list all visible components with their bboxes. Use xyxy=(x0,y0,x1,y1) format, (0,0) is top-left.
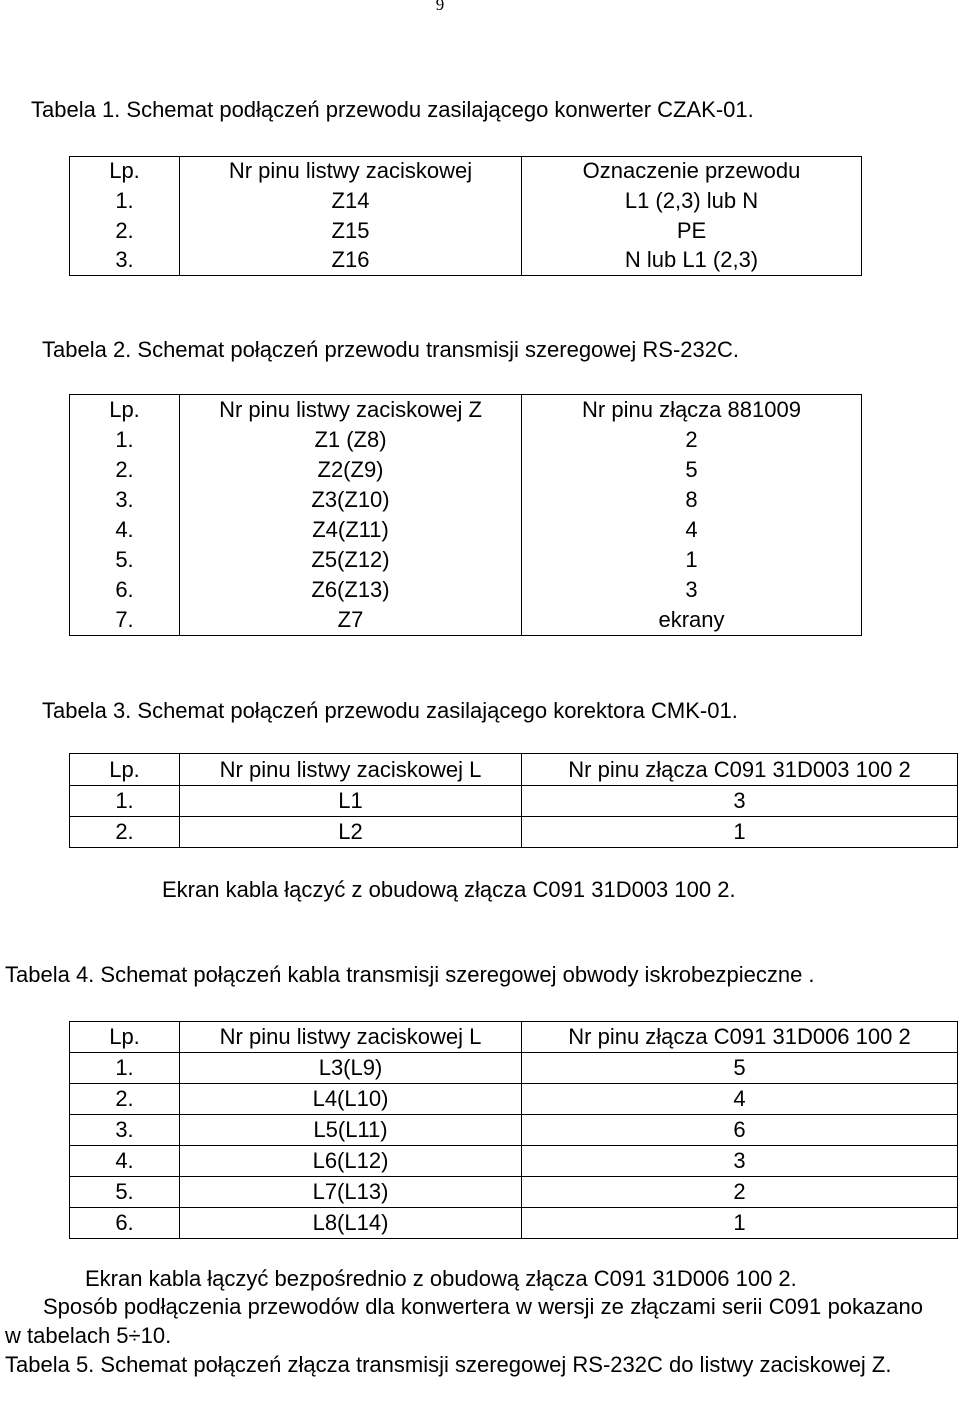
table4-note: Ekran kabla łączyć bezpośrednio z obudową złącza C091 31D006 100 2. xyxy=(85,1266,797,1291)
table-row xyxy=(70,786,958,817)
table2-header-lp: Lp. xyxy=(70,395,180,425)
table4-cell: 5. xyxy=(70,1177,180,1208)
table4-header-lp: Lp. xyxy=(70,1022,180,1053)
table1-cell: N lub L1 (2,3) xyxy=(522,246,862,276)
table4-cell: 1 xyxy=(522,1208,958,1239)
table1-header-pin: Nr pinu listwy zaciskowej xyxy=(180,157,522,186)
table4-cell: 3. xyxy=(70,1115,180,1146)
table2-cell: 4. xyxy=(70,515,180,545)
table2-cell: 2. xyxy=(70,455,180,485)
table4-header-pin: Nr pinu listwy zaciskowej L xyxy=(180,1022,522,1053)
table2-caption: Tabela 2. Schemat połączeń przewodu transmisji szeregowej RS-232C. xyxy=(42,337,740,362)
table-row xyxy=(70,817,958,848)
table3-note: Ekran kabla łączyć z obudową złącza C091 31D003 100 2. xyxy=(162,877,736,902)
table-row xyxy=(70,186,862,216)
table4-cell: L7(L13) xyxy=(180,1177,522,1208)
table1-cell: L1 (2,3) lub N xyxy=(522,186,862,216)
table2-cell: 8 xyxy=(522,485,862,515)
table-row xyxy=(70,1177,958,1208)
table1-cell: Z15 xyxy=(180,216,522,246)
table1-cell: 2. xyxy=(70,216,180,246)
table-row xyxy=(70,1146,958,1177)
table2-cell: 7. xyxy=(70,605,180,636)
table2-header-row xyxy=(70,395,862,425)
table4-cell: 1. xyxy=(70,1053,180,1084)
table4-cell: 4. xyxy=(70,1146,180,1177)
table-row xyxy=(70,1115,958,1146)
table2 xyxy=(69,394,862,636)
table2-cell: 5. xyxy=(70,545,180,575)
table2-cell: 1. xyxy=(70,425,180,455)
table4-cell: 4 xyxy=(522,1084,958,1115)
table-row xyxy=(70,216,862,246)
table-row xyxy=(70,605,862,636)
table-row xyxy=(70,485,862,515)
page-number: 9 xyxy=(435,0,445,14)
table4-cell: 2 xyxy=(522,1177,958,1208)
table4-cell: L3(L9) xyxy=(180,1053,522,1084)
table-row xyxy=(70,1053,958,1084)
table1-header-wire: Oznaczenie przewodu xyxy=(522,157,862,186)
table2-cell: ekrany xyxy=(522,605,862,636)
table3-cell: 1 xyxy=(522,817,958,848)
table3-header-pin: Nr pinu listwy zaciskowej L xyxy=(180,754,522,786)
table-row xyxy=(70,1084,958,1115)
table3-cell: L2 xyxy=(180,817,522,848)
table2-cell: 5 xyxy=(522,455,862,485)
table1-caption: Tabela 1. Schemat podłączeń przewodu zasilającego konwerter CZAK-01. xyxy=(31,97,754,122)
table4-cell: L6(L12) xyxy=(180,1146,522,1177)
table3-cell: 1. xyxy=(70,786,180,817)
table5-caption: Tabela 5. Schemat połączeń złącza transmisji szeregowej RS-232C do listwy zaciskowej Z. xyxy=(5,1352,892,1377)
table3-header-row xyxy=(70,754,958,786)
table-row xyxy=(70,575,862,605)
table3-header-lp: Lp. xyxy=(70,754,180,786)
table1-header-lp: Lp. xyxy=(70,157,180,186)
table3-cell: 2. xyxy=(70,817,180,848)
table4 xyxy=(69,1021,958,1239)
table4-cell: 2. xyxy=(70,1084,180,1115)
table2-cell: Z4(Z11) xyxy=(180,515,522,545)
table4-cell: L8(L14) xyxy=(180,1208,522,1239)
table1-cell: 1. xyxy=(70,186,180,216)
table3-caption: Tabela 3. Schemat połączeń przewodu zasilającego korektora CMK-01. xyxy=(42,698,738,723)
table-row xyxy=(70,1208,958,1239)
table2-cell: 3. xyxy=(70,485,180,515)
table-row xyxy=(70,455,862,485)
table2-cell: Z7 xyxy=(180,605,522,636)
table1-cell: 3. xyxy=(70,246,180,276)
table-row xyxy=(70,246,862,276)
table2-cell: Z3(Z10) xyxy=(180,485,522,515)
table1-header-row xyxy=(70,157,862,186)
table2-cell: Z6(Z13) xyxy=(180,575,522,605)
table2-cell: 4 xyxy=(522,515,862,545)
table-row xyxy=(70,515,862,545)
table4-caption: Tabela 4. Schemat połączeń kabla transmisji szeregowej obwody iskrobezpieczne . xyxy=(5,962,815,987)
table4-cell: L4(L10) xyxy=(180,1084,522,1115)
table2-cell: 6. xyxy=(70,575,180,605)
table3-cell: L1 xyxy=(180,786,522,817)
table4-header-connector: Nr pinu złącza C091 31D006 100 2 xyxy=(522,1022,958,1053)
table1-cell: PE xyxy=(522,216,862,246)
table2-cell: 1 xyxy=(522,545,862,575)
table2-header-pin: Nr pinu listwy zaciskowej Z xyxy=(180,395,522,425)
table3-header-connector: Nr pinu złącza C091 31D003 100 2 xyxy=(522,754,958,786)
table2-cell: Z1 (Z8) xyxy=(180,425,522,455)
table4-cell: 6 xyxy=(522,1115,958,1146)
table4-cell: L5(L11) xyxy=(180,1115,522,1146)
body-paragraph: Sposób podłączenia przewodów dla konwertera w wersji ze złączami serii C091 pokazano w tabelach 5÷10. xyxy=(5,1294,923,1348)
table2-cell: Z2(Z9) xyxy=(180,455,522,485)
table4-cell: 3 xyxy=(522,1146,958,1177)
table1-cell: Z16 xyxy=(180,246,522,276)
table3 xyxy=(69,753,958,848)
table4-cell: 6. xyxy=(70,1208,180,1239)
table2-cell: 3 xyxy=(522,575,862,605)
table1-cell: Z14 xyxy=(180,186,522,216)
table2-header-connector: Nr pinu złącza 881009 xyxy=(522,395,862,425)
table-row xyxy=(70,425,862,455)
table4-cell: 5 xyxy=(522,1053,958,1084)
table1 xyxy=(69,156,862,276)
table4-header-row xyxy=(70,1022,958,1053)
table-row xyxy=(70,545,862,575)
table2-cell: 2 xyxy=(522,425,862,455)
table3-cell: 3 xyxy=(522,786,958,817)
table2-cell: Z5(Z12) xyxy=(180,545,522,575)
